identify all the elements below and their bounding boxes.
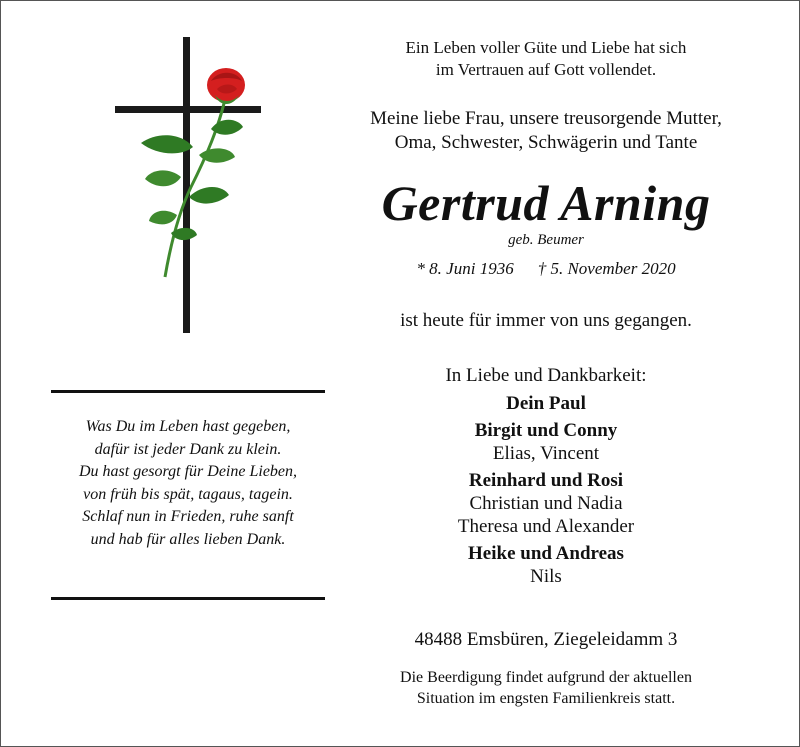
poem-line: von früh bis spät, tagaus, tagein. <box>83 485 293 503</box>
mourner-group <box>341 419 751 465</box>
mourner-group <box>341 392 751 415</box>
poem-line: Was Du im Leben hast gegeben, <box>85 418 291 435</box>
intro-line: Ein Leben voller Güte und Liebe hat sich <box>405 38 687 57</box>
birth-date: * 8. Juni 1936 <box>416 259 514 278</box>
life-dates <box>341 259 751 279</box>
burial-line: Situation im engsten Familienkreis statt. <box>416 690 676 707</box>
burial-line: Die Beerdigung findet aufgrund der aktuellen <box>400 669 692 686</box>
poem-line: Du hast gesorgt für Deine Lieben, <box>78 463 298 480</box>
mourner-children: Christian und Nadia <box>469 493 623 514</box>
relations-text <box>341 107 751 155</box>
burial-notice <box>341 667 751 709</box>
relations-line: Meine liebe Frau, unsere treusorgende Mutter, <box>370 108 722 129</box>
mourner-name: Birgit und Conny <box>474 420 618 441</box>
mourner-name: Heike und Andreas <box>468 543 624 564</box>
mourner-name: Dein Paul <box>506 393 586 414</box>
mourner-group <box>341 542 751 588</box>
mourner-children: Nils <box>530 566 562 587</box>
poem <box>51 416 325 551</box>
poem-top-rule <box>51 390 325 393</box>
passed-away-text: ist heute für immer von uns gegangen. <box>400 310 692 331</box>
intro-text <box>341 37 751 81</box>
poem-line: Schlaf nun in Frieden, ruhe sanft <box>82 508 294 525</box>
death-date: † 5. November 2020 <box>537 259 676 278</box>
mourner-name: Reinhard und Rosi <box>468 470 624 491</box>
mourner-group <box>341 469 751 538</box>
birth-name: geb. Beumer <box>508 232 584 248</box>
intro-line: im Vertrauen auf Gott vollendet. <box>435 60 657 79</box>
cross-with-rose-icon <box>111 37 263 333</box>
address: 48488 Emsbüren, Ziegeleidamm 3 <box>414 629 678 650</box>
poem-bottom-rule <box>51 597 325 600</box>
poem-line: und hab für alles lieben Dank. <box>90 530 286 548</box>
mourners-list <box>341 392 751 592</box>
mourner-children: Elias, Vincent <box>492 443 600 464</box>
relations-line: Oma, Schwester, Schwägerin und Tante <box>394 132 698 153</box>
in-love-text: In Liebe und Dankbarkeit: <box>445 365 647 386</box>
mourner-children: Theresa und Alexander <box>457 516 635 537</box>
deceased-name: Gertrud Arning <box>381 175 711 231</box>
poem-line: dafür ist jeder Dank zu klein. <box>94 440 282 458</box>
